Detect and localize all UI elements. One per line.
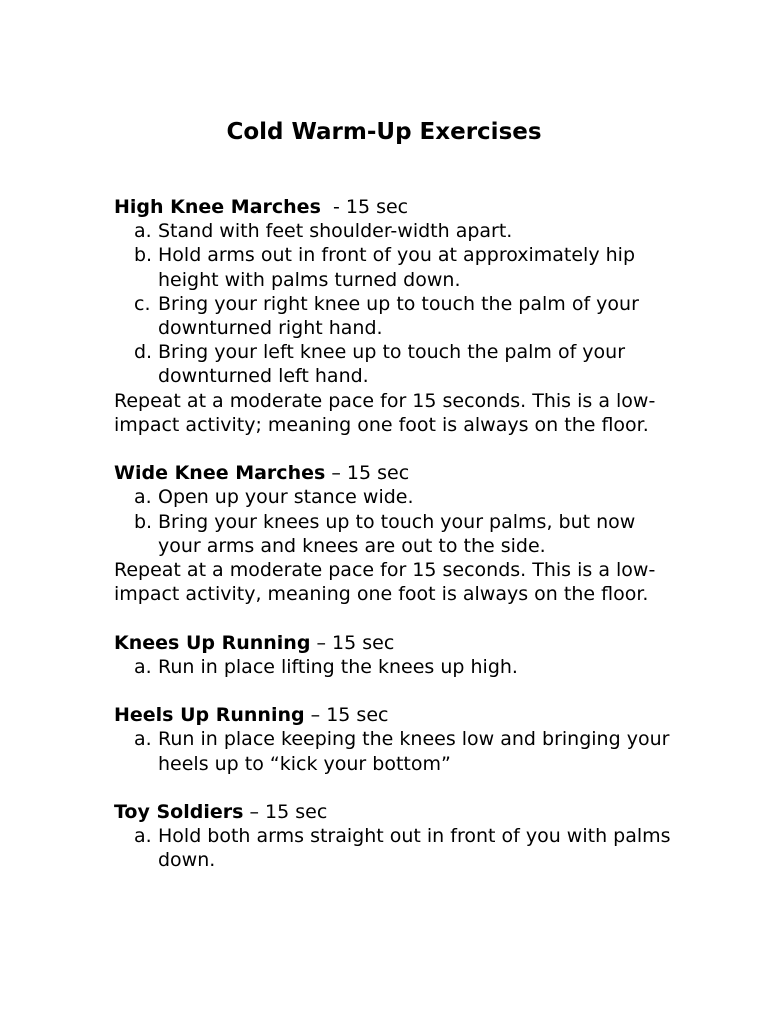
step-marker: b. xyxy=(134,510,153,533)
exercise-heading xyxy=(114,703,674,727)
document-title: Cold Warm-Up Exercises xyxy=(226,119,542,145)
exercise-section-heels-up-running xyxy=(114,703,674,776)
exercise-duration: 15 sec xyxy=(345,196,409,218)
step-item xyxy=(114,243,674,291)
exercise-duration: 15 sec xyxy=(332,631,395,654)
step-list xyxy=(114,824,674,872)
exercise-name: Wide Knee Marches xyxy=(114,462,326,485)
step-item xyxy=(114,727,674,775)
exercise-section-wide-knee-marches xyxy=(114,461,674,606)
step-list xyxy=(114,219,674,388)
step-marker: a. xyxy=(134,825,152,848)
step-text: Hold both arms straight out in front of you with palms down. xyxy=(158,825,671,872)
exercise-heading xyxy=(114,631,674,655)
step-text: Open up your stance wide. xyxy=(158,486,414,509)
exercise-section-knees-up-running xyxy=(114,631,674,679)
heading-separator: – xyxy=(325,462,347,485)
step-text: Bring your knees up to touch your palms, but now your arms and knees are out to the side. xyxy=(158,510,636,557)
exercise-duration: 15 sec xyxy=(265,801,328,824)
step-item xyxy=(114,824,674,872)
step-item xyxy=(114,340,674,388)
step-item xyxy=(114,510,674,558)
exercise-section-toy-soldiers xyxy=(114,800,674,873)
heading-separator: – xyxy=(310,631,333,654)
step-text: Hold arms out in front of you at approximately hip height with palms turned down. xyxy=(158,244,636,291)
heading-separator: – xyxy=(304,704,327,727)
heading-separator: – xyxy=(243,801,266,824)
step-marker: c. xyxy=(134,292,151,315)
exercise-note: Repeat at a moderate pace for 15 seconds. This is a low-impact activity, meaning one foot is always on the floor. xyxy=(114,559,656,606)
step-text: Run in place lifting the knees up high. xyxy=(158,655,518,678)
step-text: Bring your left knee up to touch the palm of your downturned left hand. xyxy=(158,341,626,388)
document-body xyxy=(114,195,674,897)
step-marker: d. xyxy=(134,341,153,364)
step-marker: a. xyxy=(134,655,152,678)
step-text: Run in place keeping the knees low and bringing your heels up to “kick your bottom” xyxy=(158,728,670,775)
step-item xyxy=(114,485,674,509)
step-list xyxy=(114,655,674,679)
step-item xyxy=(114,655,674,679)
exercise-name: Heels Up Running xyxy=(114,704,305,727)
exercise-note: Repeat at a moderate pace for 15 seconds. This is a low-impact activity; meaning one foot is always on the floor. xyxy=(114,389,656,436)
exercise-name: Knees Up Running xyxy=(114,631,311,654)
heading-separator: - xyxy=(320,196,346,218)
step-marker: a. xyxy=(134,220,152,243)
exercise-duration: 15 sec xyxy=(346,462,410,485)
step-text: Stand with feet shoulder-width apart. xyxy=(158,220,513,243)
exercise-name: High Knee Marches xyxy=(114,196,321,218)
step-list xyxy=(114,485,674,558)
step-item xyxy=(114,219,674,243)
step-text: Bring your right knee up to touch the palm of your downturned right hand. xyxy=(158,292,639,340)
step-list xyxy=(114,727,674,775)
exercise-heading xyxy=(114,800,674,824)
exercise-name: Toy Soldiers xyxy=(114,801,244,824)
exercise-heading xyxy=(114,195,674,219)
step-item xyxy=(114,292,674,340)
step-marker: a. xyxy=(134,486,152,509)
step-marker: b. xyxy=(134,244,153,267)
exercise-section-high-knee-marches xyxy=(114,195,674,437)
step-marker: a. xyxy=(134,728,152,751)
exercise-duration: 15 sec xyxy=(326,704,389,727)
exercise-heading xyxy=(114,461,674,485)
